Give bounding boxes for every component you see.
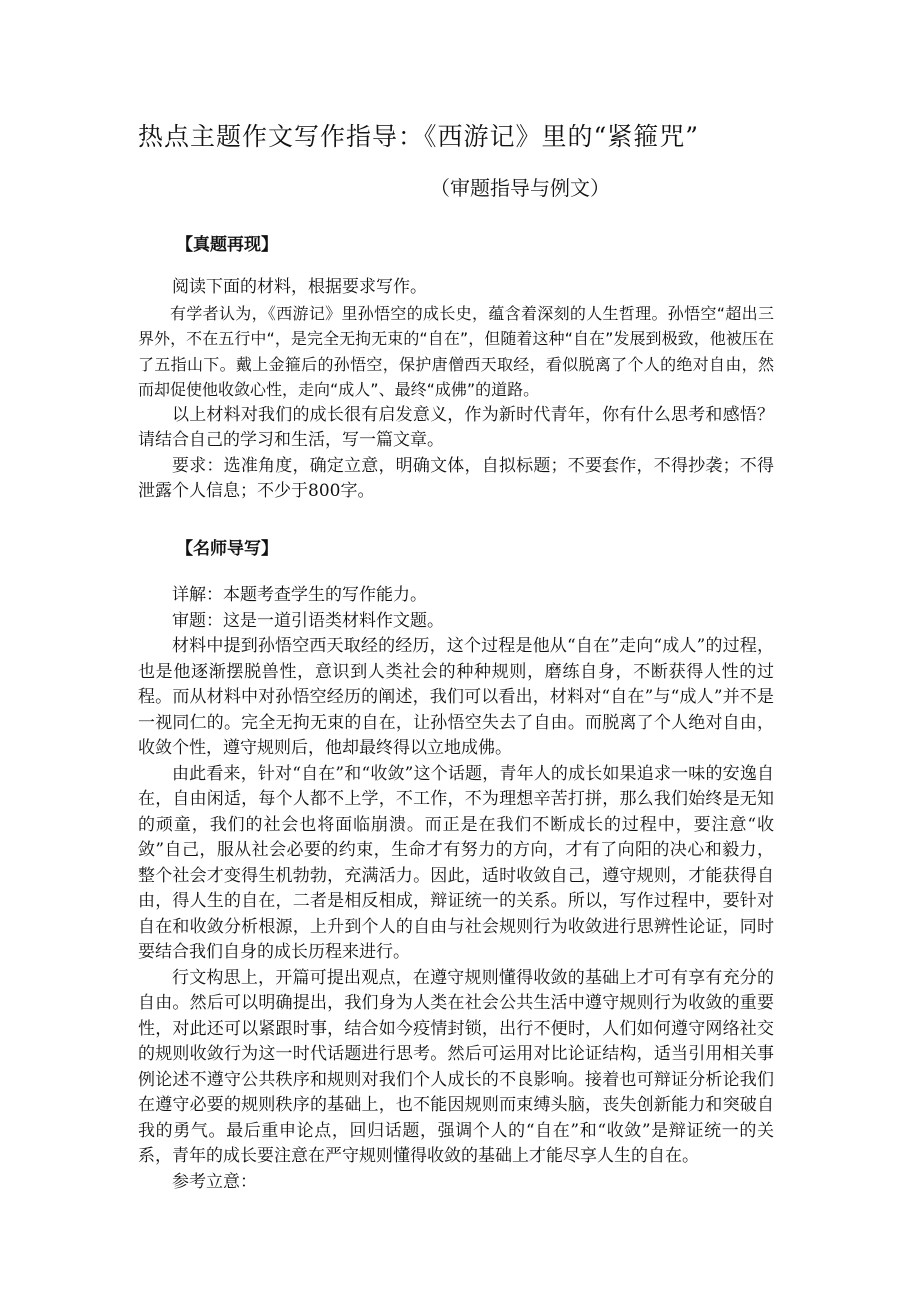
- analysis-paragraph: 详解：本题考查学生的写作能力。: [172, 585, 427, 605]
- requirements-paragraph: 要求：选准角度，确定立意，明确文体，自拟标题；不要套作，不得抄袭；不得泄露个人信息；不少于800字。: [138, 455, 774, 501]
- document-subtitle: （审题指导与例文）: [430, 176, 610, 200]
- document-title: 热点主题作文写作指导：《西游记》里的“紧箍咒”: [138, 122, 700, 151]
- material-analysis-paragraph: 材料中提到孙悟空西天取经的经历，这个过程是他从“自在”走向“成人”的过程，也是他逐渐摆脱兽性，意识到人类社会的种种规则，磨练自身，不断获得人性的过程。而从材料中对孙悟空经历的阐述，我们可以看出，材料对“自在”与“成人”并不是一视同仁的。完全无拘无束的自在，让孙悟空失去了自由。而脱离了个人绝对自由，收敛个性，遵守规则后，他却最终得以立地成佛。: [138, 636, 774, 758]
- teacher-guide-block: [138, 583, 774, 1195]
- instruction-paragraph: 阅读下面的材料，根据要求写作。: [172, 277, 427, 297]
- section-heading-teacher-guide: 【名师导写】: [176, 539, 278, 559]
- structure-paragraph: 行文构思上，开篇可提出观点，在遵守规则懂得收敛的基础上才可有享有充分的自由。然后可以明确提出，我们身为人类在社会公共生活中遵守规则行为收敛的重要性，对此还可以紧跟时事，结合如今疫情封锁，出行不便时，人们如何遵守网络社交的规则收敛行为这一时代话题进行思考。然后可运用对比论证结构，适当引用相关事例论述不遵守公共秩序和规则对我们个人成长的不良影响。接着也可辩证分析论我们在遵守必要的规则秩序的基础上，也不能因规则而束缚头脑，丧失创新能力和突破自我的勇气。最后重申论点，回归话题，强调个人的“自在”和“收敛”是辩证统一的关系，青年的成长要注意在严守规则懂得收敛的基础上才能尽享人生的自在。: [138, 967, 774, 1166]
- material-paragraph: 有学者认为，《西游记》里孙悟空的成长史，蕴含着深刻的人生哲理。孙悟空“超出三界外，不在五行中“，是完全无拘无束的“自在”，但随着这种“自在”发展到极致，他被压在了五指山下。戴上金箍后的孙悟空，保护唐僧西天取经，看似脱离了个人的绝对自由，然而却促使他收敛心性，走向“成人”、最终“成佛”的道路。: [138, 303, 774, 399]
- reference-theme-label: 参考立意：: [172, 1171, 257, 1192]
- discussion-paragraph: 由此看来，针对“自在”和“收敛”这个话题，青年人的成长如果追求一味的安逸自在，自由闲适，每个人都不上学，不工作，不为理想辛苦打拼，那么我们始终是无知的顽童，我们的社会也将面临崩溃。而正是在我们不断成长的过程中，要注意“收敛”自己，服从社会必要的约束，生命才有努力的方向，才有了向阳的决心和毅力，整个社会才变得生机勃勃，充满活力。因此，适时收敛自己，遵守规则，才能获得自由，得人生的自在，二者是相反相成，辩证统一的关系。所以，写作过程中，要针对自在和收敛分析根源，上升到个人的自由与社会规则行为收敛进行思辨性论证，同时要结合我们自身的成长历程来进行。: [138, 763, 774, 962]
- section-heading-exam-question: 【真题再现】: [176, 235, 278, 255]
- topic-review-paragraph: 审题：这是一道引语类材料作文题。: [172, 610, 444, 631]
- prompt-paragraph: 以上材料对我们的成长很有启发意义，作为新时代青年，你有什么思考和感悟？请结合自己的学习和生活，写一篇文章。: [138, 404, 774, 450]
- exam-question-block: [138, 275, 774, 505]
